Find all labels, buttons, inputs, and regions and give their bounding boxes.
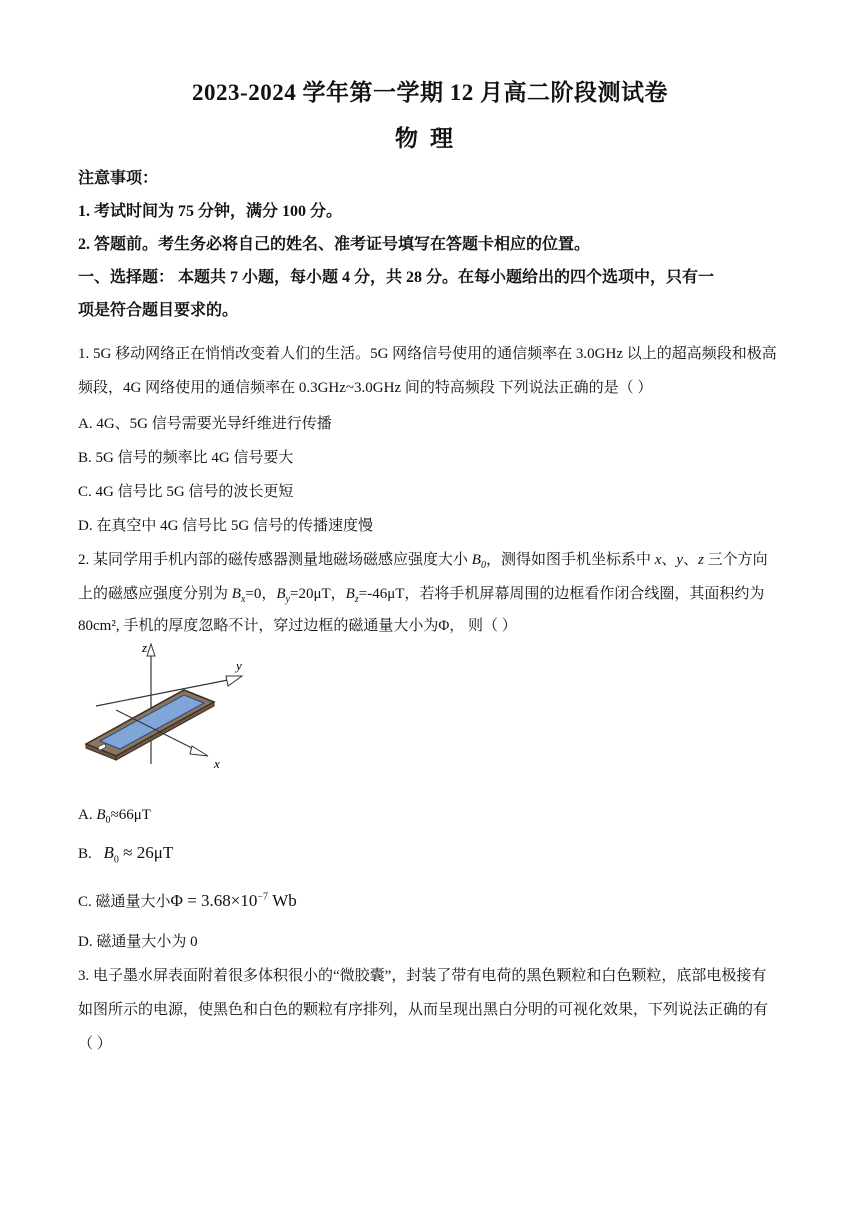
q1-option-a: A. 4G、5G 信号需要光导纤维进行传播 [78, 416, 332, 432]
q1-stem-line1: 1. 5G 移动网络正在悄悄改变着人们的生活。5G 网络信号使用的通信频率在 3.0GHz 以上的超高频段和极高 [78, 346, 777, 362]
axis-label-x: x [214, 756, 220, 771]
section-heading-line2: 项是符合题目要求的。 [78, 302, 239, 319]
q2-stem-line2: 上的磁感应强度分别为 $B_x=0$，$B_y=20\mu T$，$B_z=-46\mu T$，若将手机屏幕周围的边框看作闭合线圈，其面积约为 [78, 586, 765, 605]
q2-option-b-formula: $B_0 \approx 26\mu T$ [103, 843, 174, 866]
q2-option-b-prefix: B. [78, 846, 92, 862]
q2-stem-line2-text-c: =20μT， [289, 586, 346, 602]
phone-screen [100, 695, 204, 749]
subject-title: 物理 [395, 126, 465, 151]
axis-label-z: z [142, 640, 148, 655]
q2-stem-line1-text-c: 三个方向 [703, 552, 768, 568]
q1-option-b: B. 5G 信号的频率比 4G 信号要大 [78, 450, 294, 466]
q2-option-c [78, 890, 297, 911]
xyz-symbols: x [654, 552, 662, 568]
q2-stem-line3: 80cm², 手机的厚度忽略不计，穿过边框的磁通量大小为Φ， 则（ ） [78, 618, 517, 634]
q2-stem-line2-text-a: 上的磁感应强度分别为 [78, 586, 232, 602]
notes-heading: 注意事项： [78, 170, 159, 187]
notes-item-1: 1. 考试时间为 75 分钟，满分 100 分。 [78, 203, 343, 220]
q1-option-c: C. 4G 信号比 5G 信号的波长更短 [78, 484, 294, 500]
q2-option-a: A. $B_0\approx 66\mu T$ [78, 807, 151, 826]
q1-stem-line2: 频段，4G 网络使用的通信频率在 0.3GHz~3.0GHz 间的特高频段 下列说法正确的是（ ） [78, 380, 653, 396]
section-heading-line1: 一、选择题： 本题共 7 小题，每小题 4 分，共 28 分。在每小题给出的四个选项中，只有一 [78, 269, 715, 286]
q1-option-d: D. 在真空中 4G 信号比 5G 信号的传播速度慢 [78, 518, 373, 534]
notes-item-2: 2. 答题前。考生务必将自己的姓名、准考证号填写在答题卡相应的位置。 [78, 236, 591, 253]
b0-symbol: $B_0$ [471, 552, 486, 571]
q2-stem-line2-text-b: =0， [245, 586, 277, 602]
axis-label-y: y [236, 658, 242, 673]
q3-stem-line3: （ ） [78, 1036, 112, 1052]
q2-stem-line1: 2. 某同学用手机内部的磁传感器测量地磁场磁感应强度大小 $B_0$，测得如图手机坐标系中 x、y、z 三个方向 [78, 552, 768, 571]
q2-stem-line2-text-d: =-46μT，若将手机屏幕周围的边框看作闭合线圈，其面积约为 [358, 586, 765, 602]
q3-stem-line1: 3. 电子墨水屏表面附着很多体积很小的“微胶囊”，封装了带有电荷的黑色颗粒和白色颗粒，底部电极接有 [78, 968, 767, 984]
q2-stem-line1-text-b: ，测得如图手机坐标系中 [485, 552, 655, 568]
q3-stem-line2: 如图所示的电源，使黑色和白色的颗粒有序排列，从而呈现出黑白分明的可视化效果，下列说法正确的有 [78, 1002, 769, 1018]
q2-option-c-formula: $\Phi = 3.68\times 10^{-7}$ Wb [170, 891, 297, 910]
phone-axes-figure [76, 640, 246, 775]
q2-option-d: D. 磁通量大小为 0 [78, 934, 198, 950]
exam-title: 2023-2024 学年第一学期 12 月高二阶段测试卷 [192, 80, 668, 105]
q2-stem-line1-text-a: 2. 某同学用手机内部的磁传感器测量地磁场磁感应强度大小 [78, 552, 472, 568]
q2-option-b [78, 843, 173, 865]
q2-option-c-prefix: C. 磁通量大小 [78, 894, 171, 910]
